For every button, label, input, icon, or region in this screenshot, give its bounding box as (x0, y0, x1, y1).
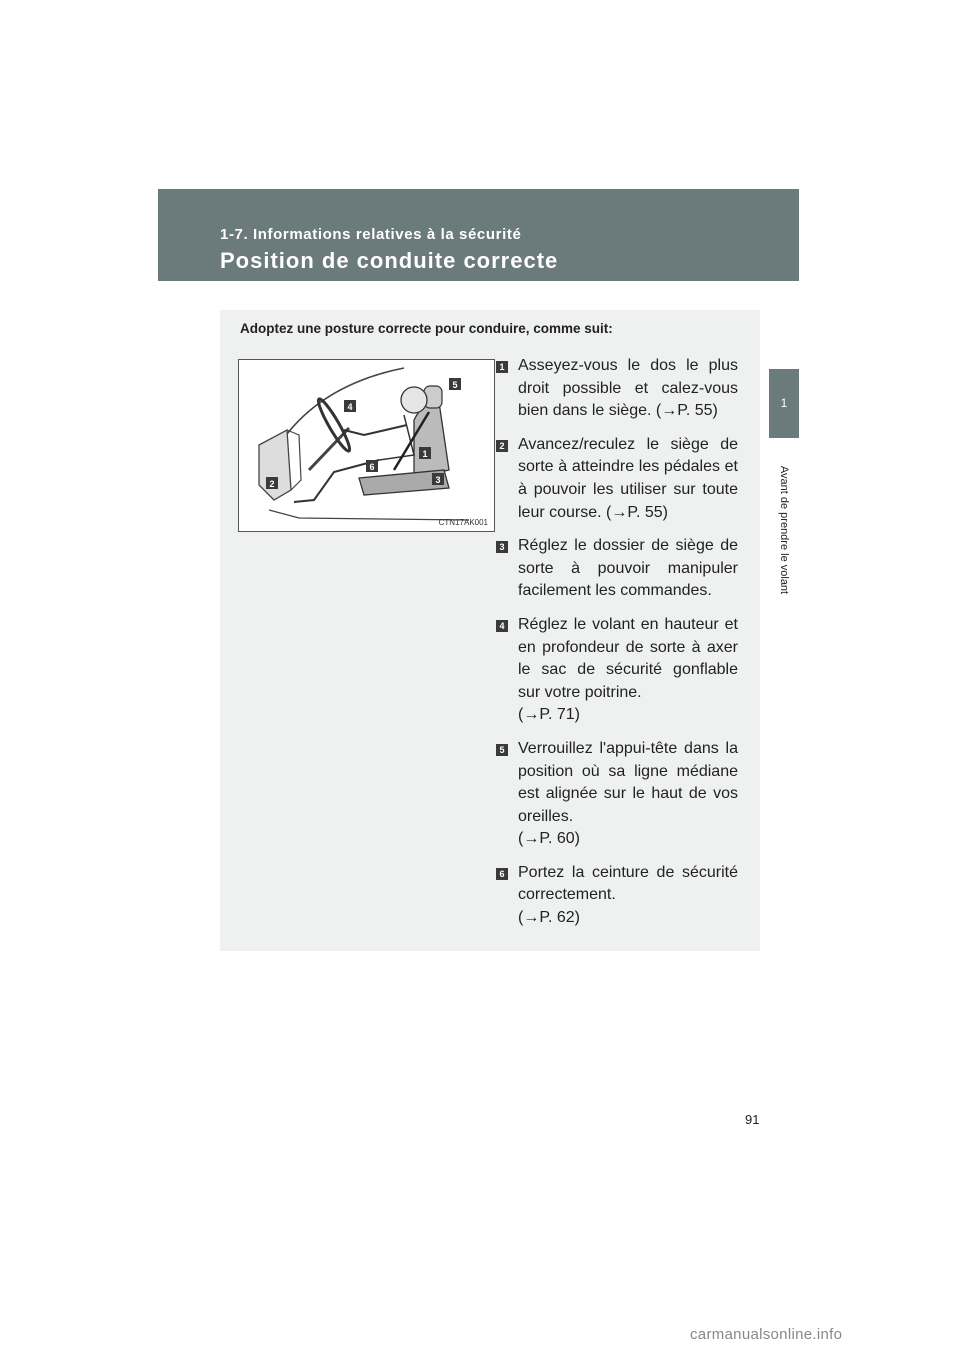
section-header (158, 189, 799, 281)
svg-text:1: 1 (422, 449, 428, 459)
step-text-5: Verrouillez l'appui-tête dans la position où sa ligne médiane est alignée sur le haut de vos oreilles. (518, 739, 738, 825)
label-3 (432, 473, 444, 485)
intro-text: Adoptez une posture correcte pour conduire, comme suit: (240, 321, 613, 336)
step-marker-5: 5 (496, 744, 508, 756)
driver-torso (379, 415, 414, 460)
svg-text:3: 3 (435, 475, 441, 485)
chapter-tab: 1 (769, 369, 799, 438)
page-number: 91 (745, 1112, 760, 1127)
label-2 (266, 477, 278, 489)
step-marker-3: 3 (496, 541, 508, 553)
label-6 (366, 460, 378, 472)
step-6 (496, 862, 738, 930)
section-title: 1-7. Informations relatives à la sécurité (220, 226, 522, 243)
label-1 (419, 447, 431, 459)
driver-head (401, 387, 427, 413)
windshield-line (279, 368, 404, 445)
label-5 (449, 378, 461, 390)
step-4 (496, 614, 738, 727)
step-text-2: Avancez/reculez le siège de sorte à atteindre les pédales et à pouvoir les utiliser sur toute leur course. (→P. 55) (518, 435, 738, 521)
step-text-4: Réglez le volant en hauteur et en profondeur de sorte à axer le sac de sécurité gonflable sur votre poitrine. (518, 615, 738, 701)
step-text-3: Réglez le dossier de siège de sorte à pouvoir manipuler facilement les commandes. (518, 537, 738, 600)
content-box (220, 310, 760, 951)
step-marker-6: 6 (496, 868, 508, 880)
svg-text:4: 4 (347, 402, 353, 412)
step-text-6: Portez la ceinture de sécurité correctement. (518, 863, 738, 904)
svg-text:5: 5 (452, 380, 458, 390)
svg-text:2: 2 (269, 479, 275, 489)
seat-back (414, 402, 449, 478)
steps-list (496, 355, 738, 941)
step-3 (496, 535, 738, 603)
step-marker-4: 4 (496, 620, 508, 632)
figure-code: CTN17AK001 (438, 518, 488, 527)
driver-arm (344, 425, 407, 435)
page-title: Position de conduite correcte (220, 248, 559, 273)
driver-seat-drawing (239, 360, 494, 531)
step-5 (496, 738, 738, 851)
dashboard-shape (259, 430, 291, 500)
step-2 (496, 434, 738, 524)
footer-watermark: carmanualsonline.info (690, 1326, 843, 1343)
step-marker-1: 1 (496, 361, 508, 373)
svg-text:6: 6 (369, 462, 375, 472)
step-1 (496, 355, 738, 423)
step-text-1: Asseyez-vous le dos le plus droit possible et calez-vous bien dans le siège. (→P. 55) (518, 357, 738, 420)
step-ref-6: (→P. 62) (518, 909, 580, 927)
step-ref-5: (→P. 60) (518, 830, 580, 848)
step-marker-2: 2 (496, 440, 508, 452)
step-ref-4: (→P. 71) (518, 706, 580, 724)
chapter-label: Avant de prendre le volant (778, 465, 790, 595)
label-4 (344, 400, 356, 412)
driving-position-illustration (238, 359, 495, 532)
